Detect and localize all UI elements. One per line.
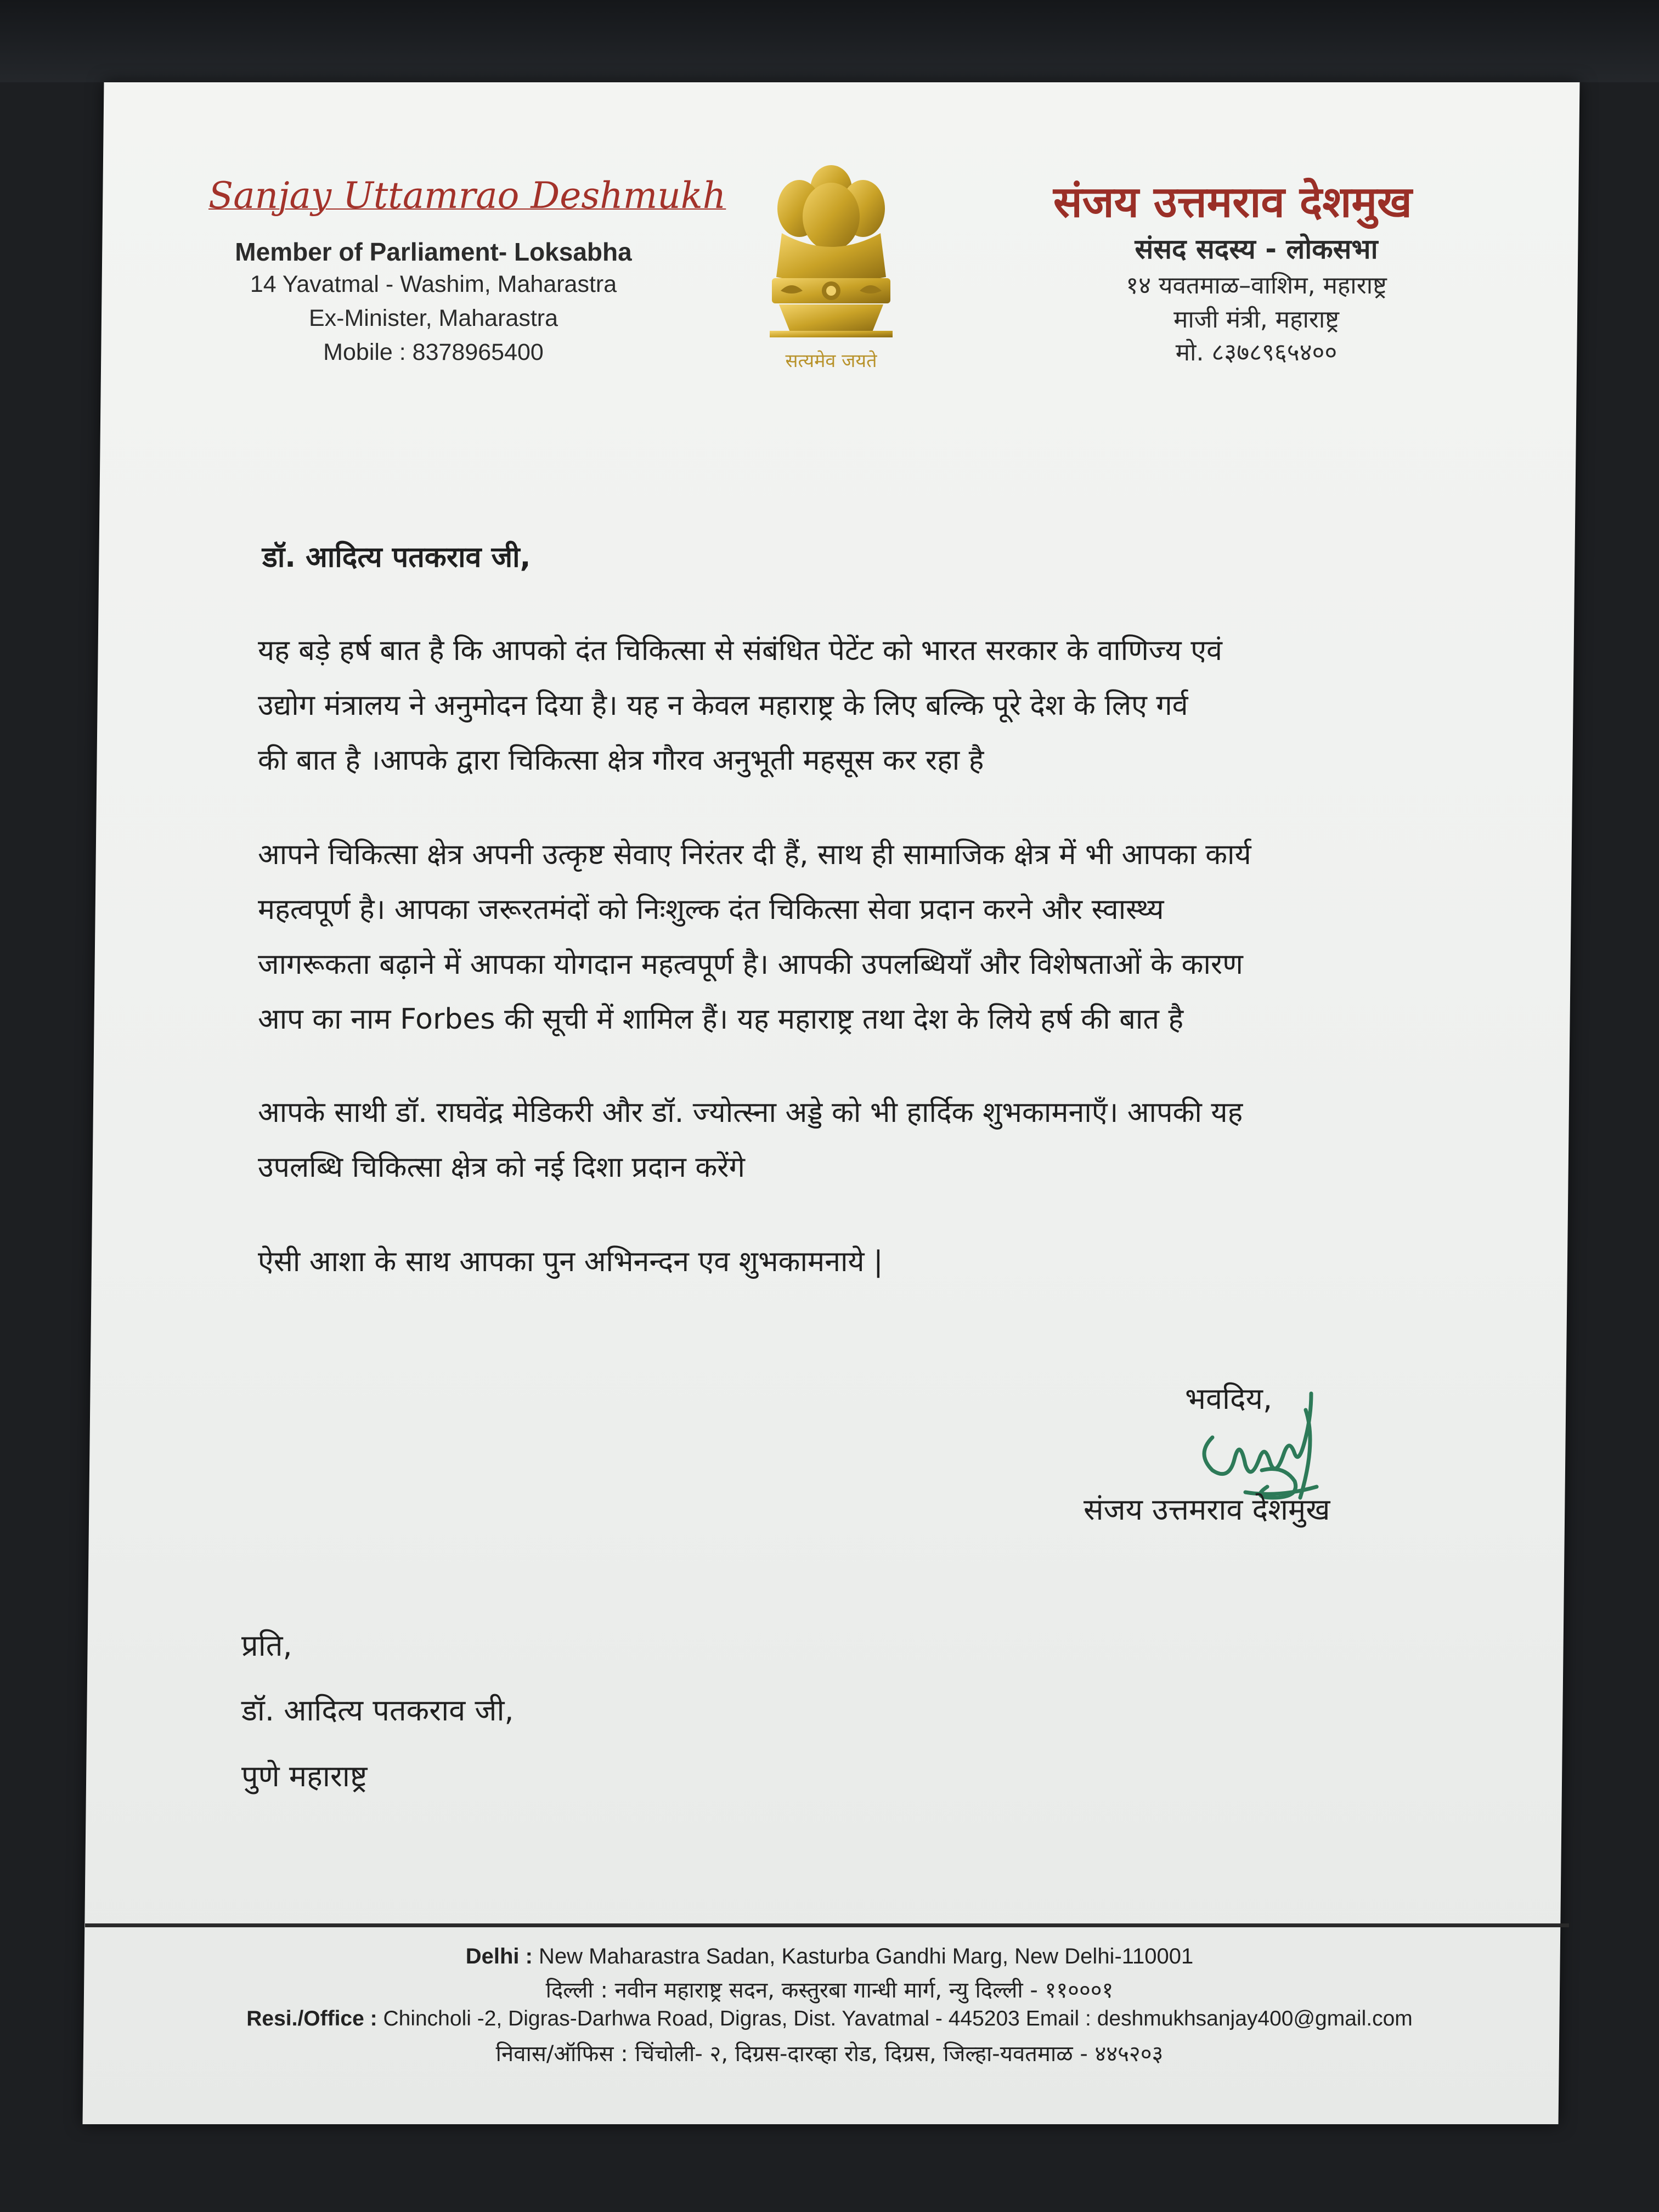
footer-divider xyxy=(85,1923,1569,1927)
paragraph-4: ऐसी आशा के साथ आपका पुन अभिनन्दन एव शुभकामनाये | xyxy=(258,1245,883,1278)
footer-delhi-hi: दिल्ली : नवीन महाराष्ट्र सदन, कस्तुरबा गान्धी मार्ग, न्यु दिल्ली - ११०००१ xyxy=(545,1978,1114,2003)
paragraph-line: आपने चिकित्सा क्षेत्र अपनी उत्कृष्ट सेवाए निरंतर दी हैं, साथ ही सामाजिक क्षेत्र में भी आपका कार्य xyxy=(258,838,1251,871)
paragraph-line: यह बड़े हर्ष बात है कि आपको दंत चिकित्सा से संबंधित पेटेंट को भारत सरकार के वाणिज्य एवं xyxy=(258,634,1222,667)
signatory-name: संजय उत्तमराव देशमुख xyxy=(1084,1492,1330,1527)
letterhead-title-en: Member of Parliament- Loksabha xyxy=(235,238,632,266)
paragraph-line: आप का नाम Forbes की सूची में शामिल हैं। यह महाराष्ट्र तथा देश के लिये हर्ष की बात है xyxy=(258,1003,1184,1036)
letterhead-mobile-en: Mobile : 8378965400 xyxy=(323,339,544,365)
letterhead-name-hi: संजय उत्तमराव देशमुख xyxy=(1053,178,1412,227)
salutation: डॉ. आदित्य पतकराव जी, xyxy=(262,541,531,574)
closing: भवदिय, xyxy=(1185,1381,1273,1416)
letterhead-former-en: Ex-Minister, Maharastra xyxy=(308,305,558,331)
emblem-motto: सत्यमेव जयते xyxy=(785,350,877,372)
recipient-place: पुणे महाराष्ट्र xyxy=(241,1759,368,1793)
footer-office-label: Resi./Office : xyxy=(246,2007,377,2030)
paragraph-line: आपके साथी डॉ. राघवेंद्र मेडिकरी और डॉ. ज्योत्स्ना अड्डे को भी हार्दिक शुभकामनाएँ। आपकी यह xyxy=(258,1096,1243,1129)
letterhead-title-hi: संसद सदस्य - लोकसभा xyxy=(1135,233,1378,265)
footer-office-en xyxy=(0,2007,1659,2031)
footer-delhi-address: New Maharastra Sadan, Kasturba Gandhi Marg, New Delhi-110001 xyxy=(532,1944,1194,1968)
footer-delhi-label: Delhi : xyxy=(465,1944,533,1968)
letterhead-constituency-en: 14 Yavatmal - Washim, Maharastra xyxy=(250,271,617,297)
letterhead-constituency-hi: १४ यवतमाळ–वाशिम, महाराष्ट्र xyxy=(1126,272,1387,300)
footer-office-address: Chincholi -2, Digras-Darhwa Road, Digras, Dist. Yavatmal - 445203 Email : deshmukhsanjay400@gmail.com xyxy=(377,2007,1413,2030)
paragraph-line: उद्योग मंत्रालय ने अनुमोदन दिया है। यह न केवल महाराष्ट्र के लिए बल्कि पूरे देश के लिए गर्व xyxy=(258,689,1188,722)
national-emblem-icon xyxy=(760,151,902,381)
letterhead-former-hi: माजी मंत्री, महाराष्ट्र xyxy=(1173,306,1339,334)
paragraph-line: उपलब्धि चिकित्सा क्षेत्र को नई दिशा प्रदान करेंगे xyxy=(258,1151,745,1184)
recipient-label: प्रति, xyxy=(241,1628,292,1663)
footer-office-hi: निवास/ऑफिस : चिंचोली- २, दिग्रस-दारव्हा रोड, दिग्रस, जिल्हा-यवतमाळ - ४४५२०३ xyxy=(495,2041,1164,2067)
paragraph-line: जागरूकता बढ़ाने में आपका योगदान महत्वपूर्ण है। आपकी उपलब्धियाँ और विशेषताओं के कारण xyxy=(258,948,1243,981)
paragraph-line: की बात है ।आपके द्वारा चिकित्सा क्षेत्र गौरव अनुभूती महसूस कर रहा है xyxy=(258,744,984,777)
desk-backdrop xyxy=(0,0,1659,82)
footer-delhi-en xyxy=(0,1944,1659,1969)
paragraph-line: महत्वपूर्ण है। आपका जरूरतमंदों को निःशुल्क दंत चिकित्सा सेवा प्रदान करने और स्वास्थ्य xyxy=(258,893,1164,926)
letterhead-name-en: Sanjay Uttamrao Deshmukh xyxy=(208,174,726,217)
recipient-name: डॉ. आदित्य पतकराव जी, xyxy=(241,1693,514,1728)
letterhead-mobile-hi: मो. ८३७८९६५४०० xyxy=(1175,338,1338,366)
